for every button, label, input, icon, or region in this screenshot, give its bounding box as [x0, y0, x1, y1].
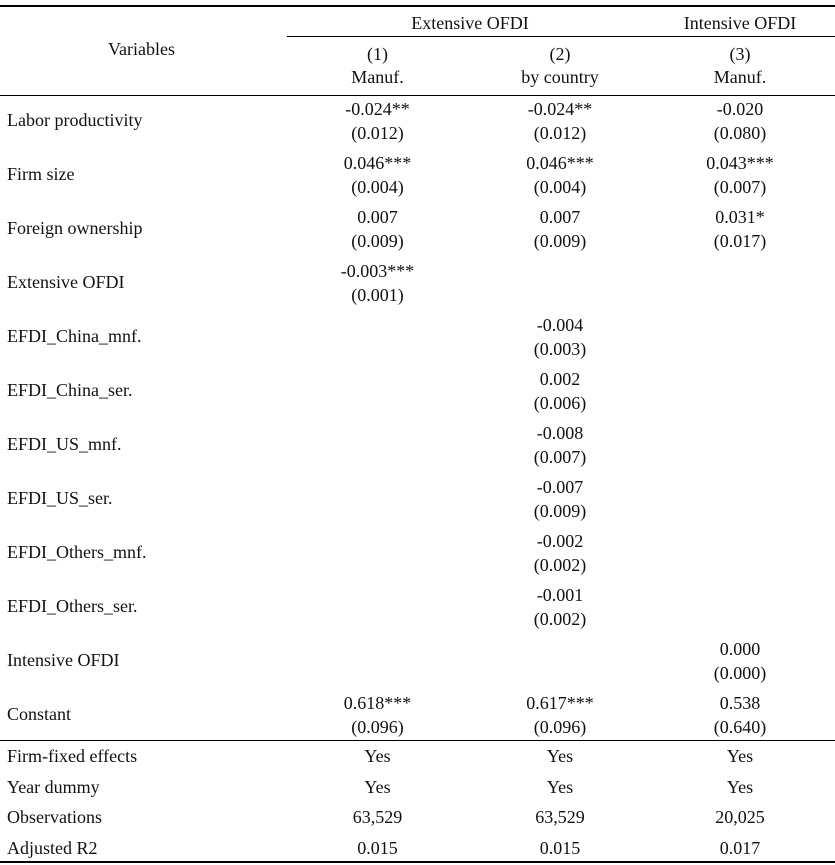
coefficient-cell: -0.003*** — [340, 261, 415, 281]
row-label: EFDI_Others_ser. — [7, 596, 138, 616]
coefficient-cell: 0.007 — [539, 207, 581, 227]
coefficient-cell: 0.538 — [719, 693, 761, 713]
col-label: Manuf. — [351, 67, 404, 87]
coefficient-cell: -0.004 — [536, 315, 584, 335]
coefficient-cell: 0.043*** — [706, 153, 774, 173]
std-error-cell: (0.001) — [351, 285, 404, 305]
coefficient-cell: -0.020 — [716, 99, 764, 119]
row-label: EFDI_US_mnf. — [7, 434, 122, 454]
row-label: Extensive OFDI — [7, 272, 125, 292]
stat-value: Yes — [546, 746, 574, 766]
std-error-cell: (0.012) — [533, 123, 587, 143]
std-error-cell: (0.640) — [713, 717, 767, 737]
stat-label: Observations — [7, 807, 102, 827]
coefficient-cell: 0.002 — [539, 369, 581, 389]
std-error-cell: (0.003) — [533, 339, 587, 359]
row-label: EFDI_China_mnf. — [7, 326, 142, 346]
std-error-cell: (0.096) — [351, 717, 404, 737]
coefficient-cell: 0.046*** — [343, 153, 412, 173]
std-error-cell: (0.009) — [533, 231, 587, 251]
coefficient-cell: -0.024** — [345, 99, 410, 119]
stat-value: Yes — [364, 746, 391, 766]
group-underline — [287, 36, 835, 37]
coefficient-cell: 0.007 — [357, 207, 398, 227]
group-header-intensive: Intensive OFDI — [683, 13, 797, 33]
std-error-cell: (0.080) — [713, 123, 767, 143]
stats-rule — [0, 740, 835, 741]
coefficient-cell: -0.008 — [536, 423, 584, 443]
std-error-cell: (0.007) — [533, 447, 587, 467]
row-label: Labor productivity — [7, 110, 143, 130]
stat-label: Adjusted R2 — [7, 837, 98, 858]
col-number: (2) — [549, 44, 571, 64]
col-number: (3) — [729, 44, 751, 64]
std-error-cell: (0.002) — [533, 609, 587, 629]
row-label: EFDI_China_ser. — [7, 380, 133, 400]
std-error-cell: (0.009) — [351, 231, 404, 251]
std-error-cell: (0.017) — [713, 231, 767, 251]
coefficient-cell: 0.046*** — [526, 153, 594, 173]
coefficient-cell: -0.007 — [536, 477, 584, 497]
coefficient-cell: 0.000 — [719, 639, 761, 659]
std-error-cell: (0.009) — [533, 501, 587, 521]
row-label: Intensive OFDI — [7, 650, 120, 670]
stat-value: 20,025 — [715, 807, 765, 827]
std-error-cell: (0.006) — [533, 393, 587, 413]
stat-value: Yes — [546, 776, 574, 797]
row-label: Constant — [7, 704, 72, 724]
coefficient-cell: 0.617*** — [526, 693, 594, 713]
group-header-extensive: Extensive OFDI — [411, 13, 529, 33]
coefficient-cell: -0.001 — [536, 585, 584, 605]
stat-value: 63,529 — [535, 807, 585, 827]
stat-value: 63,529 — [352, 807, 403, 827]
std-error-cell: (0.004) — [351, 177, 404, 197]
row-label: EFDI_Others_mnf. — [7, 542, 147, 562]
coefficient-cell: -0.024** — [527, 99, 593, 119]
col-label: Manuf. — [713, 67, 767, 87]
bottom-rule — [0, 861, 835, 863]
stat-value: Yes — [726, 776, 754, 797]
stat-value: 0.015 — [357, 837, 398, 858]
stat-value: 0.015 — [539, 837, 581, 858]
stat-value: Yes — [726, 746, 754, 766]
coefficient-cell: 0.618*** — [343, 693, 412, 713]
std-error-cell: (0.002) — [533, 555, 587, 575]
row-label: EFDI_US_ser. — [7, 488, 113, 508]
stat-value: 0.017 — [719, 837, 761, 858]
row-label: Firm size — [7, 164, 75, 184]
stat-label: Firm-fixed effects — [7, 746, 138, 766]
std-error-cell: (0.000) — [713, 663, 767, 683]
std-error-cell: (0.096) — [533, 717, 587, 737]
top-rule — [0, 5, 835, 7]
std-error-cell: (0.012) — [351, 123, 404, 143]
variables-header: Variables — [108, 39, 175, 59]
std-error-cell: (0.004) — [533, 177, 587, 197]
row-label: Foreign ownership — [7, 218, 143, 238]
stat-label: Year dummy — [7, 776, 100, 797]
coefficient-cell: 0.031* — [715, 207, 765, 227]
stat-value: Yes — [364, 776, 391, 797]
std-error-cell: (0.007) — [713, 177, 767, 197]
col-label: by country — [521, 67, 599, 87]
header-rule — [0, 95, 835, 96]
col-number: (1) — [367, 44, 388, 64]
coefficient-cell: -0.002 — [536, 531, 584, 551]
